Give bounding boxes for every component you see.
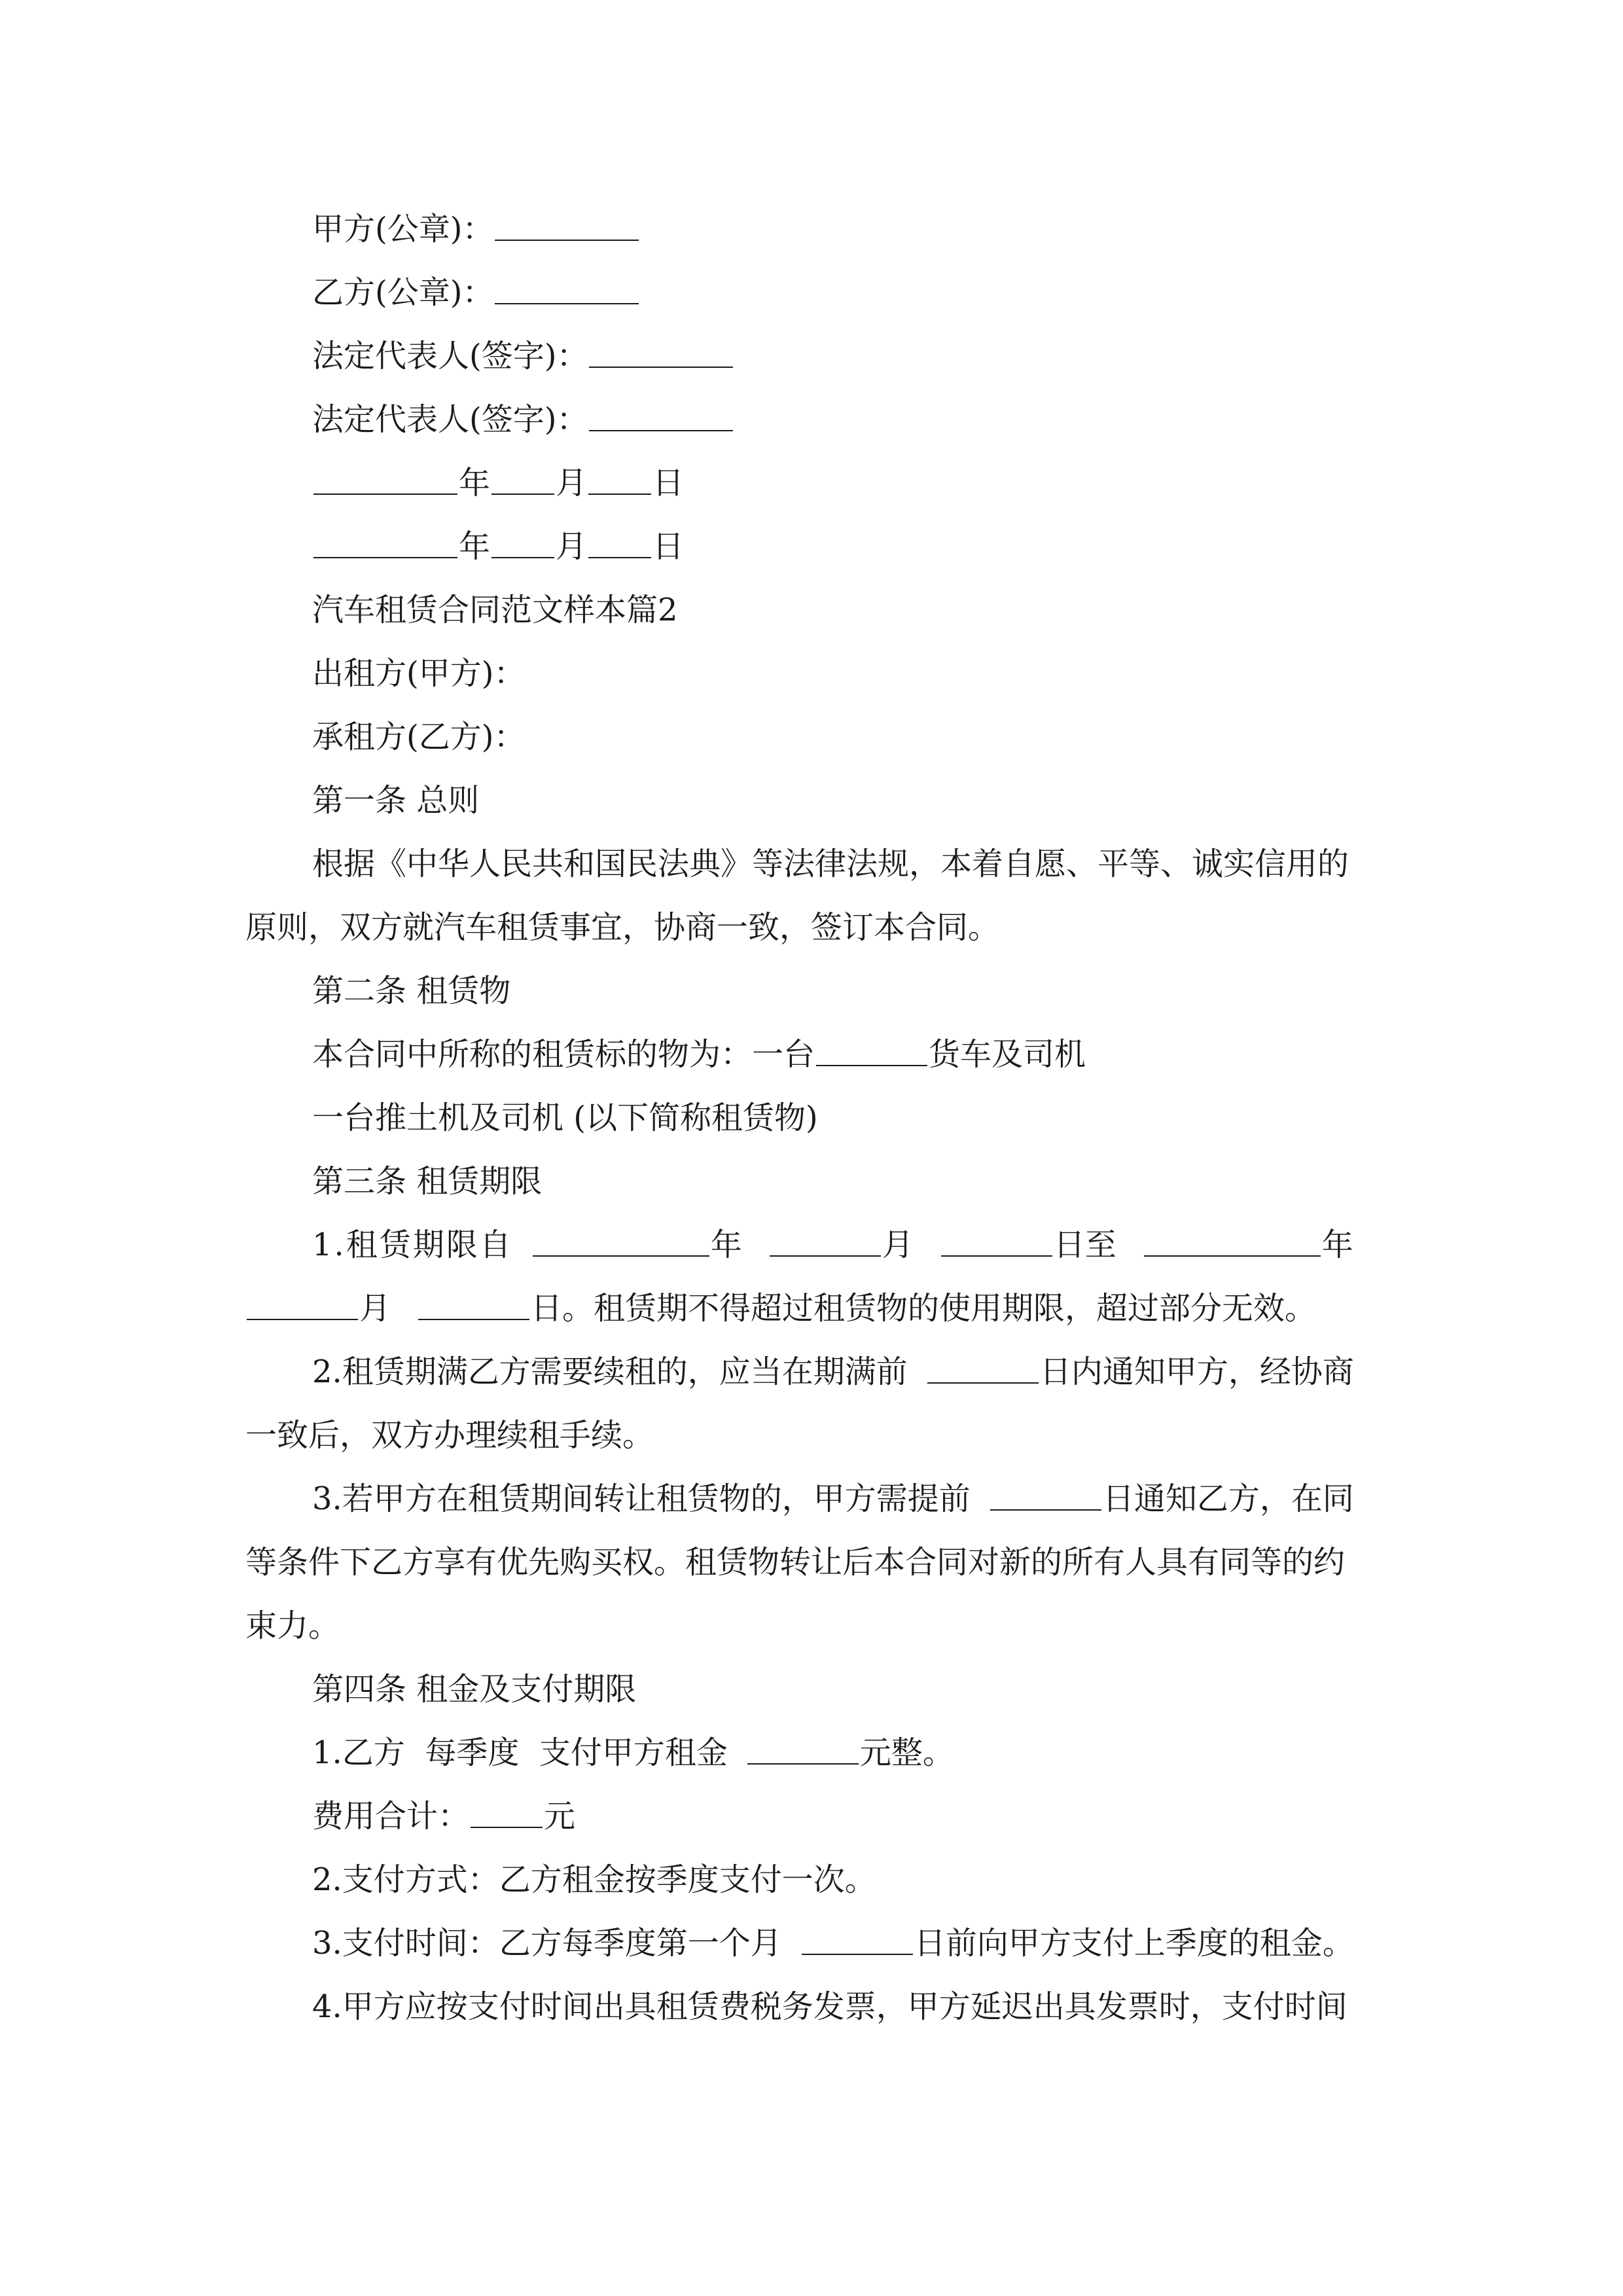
article4-item4	[0, 1981, 1623, 2033]
year-label: 年	[459, 528, 491, 565]
article3-item3-line2-text: 等条件下乙方享有优先购买权。租赁物转让后本合同对新的所有人具有同等的约	[245, 1544, 1346, 1581]
month-blank	[491, 463, 554, 495]
article4-item3-b: 日前向甲方支付上季度的租金。	[914, 1925, 1354, 1962]
article3-item3-line2	[0, 1536, 1623, 1588]
party-a-seal-line	[0, 203, 1623, 255]
article4-item1-b: 元整。	[859, 1734, 954, 1771]
section-title	[0, 584, 1623, 636]
article2-line1	[0, 1028, 1623, 1081]
article4-total-b: 元	[544, 1798, 576, 1835]
article4-item4-text: 4.甲方应按支付时间出具租赁费税务发票，甲方延迟出具发票时，支付时间	[312, 1988, 1347, 2025]
section-title-text: 汽车租赁合同范文样本篇2	[312, 592, 678, 628]
article3-item3	[0, 1473, 1623, 1525]
article3-heading-text: 第三条 租赁期限	[312, 1163, 543, 1200]
legal-rep-1-blank	[589, 336, 733, 368]
start-day-blank	[941, 1225, 1052, 1257]
day-label: 日	[652, 465, 685, 501]
end-month-label: 月	[359, 1290, 391, 1327]
legal-rep-2-label: 法定代表人(签字)：	[312, 401, 588, 438]
party-a-seal-label: 甲方(公章)：	[312, 211, 494, 247]
article1-heading-text: 第一条 总则	[312, 782, 480, 819]
article4-item3-a: 3.支付时间：乙方每季度第一个月	[312, 1925, 782, 1962]
month-blank	[491, 527, 554, 558]
date-line-1	[0, 457, 1623, 509]
article4-item1	[0, 1727, 1623, 1779]
truck-blank	[816, 1035, 927, 1066]
article2-line2	[0, 1092, 1623, 1144]
pay-day-blank	[802, 1924, 913, 1955]
article3-item2-b: 日内通知甲方，经协商	[1039, 1354, 1354, 1390]
article3-item2-line2	[0, 1409, 1623, 1462]
legal-rep-1-label: 法定代表人(签字)：	[312, 338, 588, 374]
article4-item1-a: 1.乙方 每季度 支付甲方租金	[312, 1734, 728, 1771]
rent-amount-blank	[747, 1733, 859, 1765]
party-b-seal-label: 乙方(公章)：	[312, 274, 494, 311]
party-a-seal-blank	[495, 209, 639, 241]
start-year-label: 年	[710, 1227, 742, 1263]
article3-item1-a: 1.租赁期限自	[312, 1227, 513, 1263]
article3-item3-line3	[0, 1600, 1623, 1652]
article1-heading	[0, 774, 1623, 827]
end-month-blank	[247, 1289, 358, 1320]
start-month-label: 月	[882, 1227, 914, 1263]
article4-heading	[0, 1663, 1623, 1715]
article4-total-a: 费用合计：	[312, 1798, 470, 1835]
lessee-label: 承租方(乙方)：	[312, 719, 526, 755]
article3-item2	[0, 1346, 1623, 1398]
end-year-label: 年	[1321, 1227, 1353, 1263]
end-year-blank	[1144, 1225, 1321, 1257]
start-year-blank	[533, 1225, 709, 1257]
article2-heading	[0, 965, 1623, 1017]
start-month-blank	[770, 1225, 881, 1257]
article3-item2-line2-text: 一致后，双方办理续租手续。	[245, 1417, 654, 1454]
article4-item2	[0, 1854, 1623, 1906]
party-b-seal-line	[0, 266, 1623, 319]
date-line-2	[0, 520, 1623, 573]
total-amount-blank	[471, 1797, 543, 1828]
start-day-label: 日至	[1053, 1227, 1116, 1263]
article3-heading	[0, 1155, 1623, 1208]
notice-days-blank	[927, 1352, 1039, 1384]
article1-line1-text: 根据《中华人民共和国民法典》等法律法规，本着自愿、平等、诚实信用的	[312, 846, 1349, 882]
legal-rep-2-line	[0, 393, 1623, 446]
day-label: 日	[652, 528, 685, 565]
article3-item3-a: 3.若甲方在租赁期间转让租赁物的，甲方需提前	[312, 1480, 971, 1517]
year-blank	[313, 527, 457, 558]
article3-item1-line2	[0, 1282, 1623, 1335]
article2-line2-text: 一台推土机及司机 (以下简称租赁物)	[312, 1100, 818, 1136]
article3-item2-a: 2.租赁期满乙方需要续租的，应当在期满前	[312, 1354, 908, 1390]
article3-item1-tail: 日。租赁期不得超过租赁物的使用期限，超过部分无效。	[531, 1290, 1317, 1327]
article4-heading-text: 第四条 租金及支付期限	[312, 1671, 637, 1708]
end-day-blank	[418, 1289, 529, 1320]
year-blank	[313, 463, 457, 495]
day-blank	[588, 527, 651, 558]
month-label: 月	[556, 465, 588, 501]
legal-rep-1-line	[0, 330, 1623, 382]
lessor-label: 出租方(甲方)：	[312, 655, 526, 692]
transfer-days-blank	[990, 1479, 1101, 1511]
article4-item3	[0, 1917, 1623, 1969]
lessor-line	[0, 647, 1623, 700]
article3-item3-line3-text: 束力。	[245, 1607, 340, 1644]
article4-total	[0, 1790, 1623, 1842]
legal-rep-2-blank	[589, 400, 733, 431]
article3-item1	[0, 1219, 1623, 1271]
day-blank	[588, 463, 651, 495]
article2-heading-text: 第二条 租赁物	[312, 973, 511, 1009]
article3-item3-b: 日通知乙方，在同	[1102, 1480, 1354, 1517]
party-b-seal-blank	[495, 273, 639, 304]
article1-line2-text: 原则，双方就汽车租赁事宜，协商一致，签订本合同。	[245, 909, 1000, 946]
year-label: 年	[459, 465, 491, 501]
article2-line1-a: 本合同中所称的租赁标的物为：一台	[312, 1036, 815, 1073]
article2-line1-b: 货车及司机	[929, 1036, 1086, 1073]
article1-line1	[0, 838, 1623, 890]
month-label: 月	[556, 528, 588, 565]
lessee-line	[0, 711, 1623, 763]
article1-line2	[0, 901, 1623, 954]
article4-item2-text: 2.支付方式：乙方租金按季度支付一次。	[312, 1861, 876, 1898]
